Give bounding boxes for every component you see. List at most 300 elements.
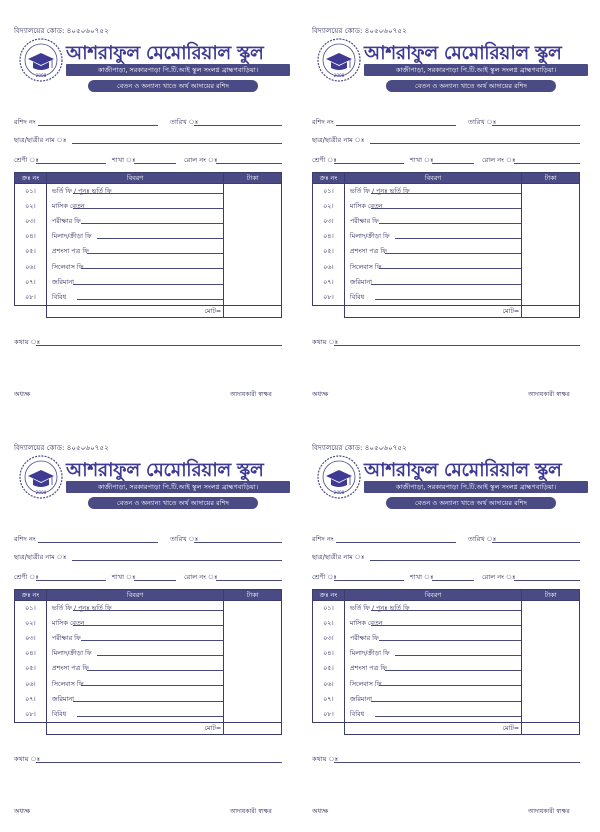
desc-header: বিবরণ (46, 590, 223, 601)
row-amount-field[interactable] (224, 676, 282, 691)
table-row (313, 601, 580, 616)
in-words-row (14, 338, 282, 348)
section-label: শাখা ঃ (410, 573, 434, 581)
table-row (313, 676, 580, 691)
school-name: আশরাফুল মেমোরিয়াল স্কুল (364, 43, 562, 64)
section-field[interactable] (432, 580, 474, 581)
row-description-line (73, 610, 223, 611)
row-serial: ০৫। (313, 244, 345, 259)
row-description-line (73, 208, 223, 209)
desc-header: বিবরণ (46, 173, 223, 184)
class-field[interactable] (36, 163, 106, 164)
row-amount-field[interactable] (522, 676, 580, 691)
fee-table (312, 172, 580, 318)
row-description-line (97, 238, 223, 239)
row-description (344, 184, 521, 199)
logo-year: 2008 (333, 490, 345, 495)
row-description-text: ভর্তি ফি / পুনঃ ভর্তি ফি (349, 186, 410, 195)
section-field[interactable] (432, 163, 474, 164)
row-description-line (73, 701, 223, 702)
receipt-no-field[interactable] (336, 125, 456, 126)
row-description-text: প্রশংসা পত্র ফি (51, 247, 89, 256)
receipt-2 (308, 26, 592, 430)
table-row (15, 290, 282, 305)
row-serial: ০৩। (15, 214, 47, 229)
row-description-text: বিবিধ (349, 292, 365, 301)
total-row (313, 722, 580, 734)
row-amount-field[interactable] (522, 214, 580, 229)
in-words-label: কথায় ঃ (14, 338, 41, 346)
table-row (15, 259, 282, 274)
row-description (46, 244, 223, 259)
receipt-no-row (14, 535, 282, 545)
row-description-text: প্রশংসা পত্র ফি (349, 664, 387, 673)
table-row (15, 184, 282, 199)
logo-year: 2008 (35, 490, 47, 495)
school-name: আশরাফুল মেমোরিয়াল স্কুল (364, 460, 562, 481)
collector-signature-label: আদায়কারী স্বাক্ষর (230, 391, 272, 398)
principal-signature-label: অধ্যক্ষ (14, 390, 31, 398)
row-description-line (81, 268, 223, 269)
date-label: তারিখ ঃ (170, 118, 199, 126)
table-row (313, 646, 580, 661)
logo-year: 2008 (35, 73, 47, 78)
row-serial: ০৮। (15, 707, 47, 722)
table-row (15, 229, 282, 244)
table-row (313, 214, 580, 229)
row-description-line (81, 685, 223, 686)
amount-header: টাকা (522, 173, 580, 184)
student-name-field[interactable] (72, 143, 282, 144)
row-description-text: পরীক্ষার ফি (51, 216, 81, 225)
school-name: আশরাফুল মেমোরিয়াল স্কুল (66, 460, 264, 481)
receipt-no-row (312, 535, 580, 545)
fee-table (14, 172, 282, 318)
class-row (312, 573, 580, 583)
row-description (46, 631, 223, 646)
total-spacer (15, 722, 47, 734)
in-words-field[interactable] (334, 345, 580, 346)
row-description-line (371, 625, 521, 626)
student-name-row (14, 136, 282, 146)
row-serial: ০৫। (15, 244, 47, 259)
row-amount-field[interactable] (224, 214, 282, 229)
row-description-text: পরীক্ষার ফি (51, 633, 81, 642)
total-spacer (313, 722, 345, 734)
school-address: কাজীপাড়া, সরকারপাড়া পি.টি.আই স্কুল সংলগ্ন ব্রাহ্মণবাড়িয়া। (364, 481, 588, 493)
student-name-label: ছাত্র/ছাত্রীর নাম ঃ (312, 136, 365, 144)
total-label: মোট= (46, 305, 223, 317)
class-row (312, 156, 580, 166)
total-label: মোট= (344, 722, 521, 734)
row-description-text: মাসিক বেতন (51, 201, 85, 210)
receipt-no-row (14, 118, 282, 128)
row-description (46, 616, 223, 631)
total-amount-field[interactable] (522, 722, 580, 734)
row-description-line (395, 655, 521, 656)
row-serial: ০৬। (15, 676, 47, 691)
school-code: বিদ্যালয়ের কোড: ৪০৫০৬০৭৫২ (14, 26, 109, 35)
row-serial: ০৬। (313, 676, 345, 691)
roll-field[interactable] (216, 580, 282, 581)
row-amount-field[interactable] (224, 244, 282, 259)
student-name-row (312, 553, 580, 563)
fee-table-header (15, 590, 282, 601)
table-row (313, 229, 580, 244)
row-serial: ০৭। (15, 275, 47, 290)
row-description-text: ভর্তি ফি / পুনঃ ভর্তি ফি (349, 603, 410, 612)
row-amount-field[interactable] (522, 661, 580, 676)
table-row (313, 244, 580, 259)
row-description (344, 692, 521, 707)
row-description-text: মাসিক বেতন (349, 618, 383, 627)
row-amount-field[interactable] (224, 229, 282, 244)
row-amount-field[interactable] (522, 199, 580, 214)
table-row (15, 199, 282, 214)
section-field[interactable] (134, 163, 176, 164)
student-name-field[interactable] (370, 143, 580, 144)
sl-header: ক্রঃ নং (15, 173, 47, 184)
student-name-field[interactable] (370, 560, 580, 561)
row-description-text: ভর্তি ফি / পুনঃ ভর্তি ফি (51, 603, 112, 612)
row-amount-field[interactable] (522, 229, 580, 244)
class-label: শ্রেণী ঃ (14, 156, 39, 164)
roll-field[interactable] (514, 163, 580, 164)
section-label: শাখা ঃ (112, 156, 136, 164)
receipt-no-field[interactable] (38, 125, 158, 126)
school-address: কাজীপাড়া, সরকারপাড়া পি.টি.আই স্কুল সংলগ্ন ব্রাহ্মণবাড়িয়া। (66, 481, 290, 493)
row-description-text: জরিমানা (349, 277, 373, 286)
table-row (15, 707, 282, 722)
total-spacer (15, 305, 47, 317)
row-amount-field[interactable] (522, 244, 580, 259)
roll-field[interactable] (216, 163, 282, 164)
row-serial: ০৮। (15, 290, 47, 305)
collector-signature-label: আদায়কারী স্বাক্ষর (230, 808, 272, 815)
row-serial: ০৭। (15, 692, 47, 707)
total-row (313, 305, 580, 317)
row-amount-field[interactable] (522, 707, 580, 722)
row-amount-field[interactable] (522, 290, 580, 305)
row-serial: ০৪। (313, 646, 345, 661)
row-amount-field[interactable] (224, 661, 282, 676)
class-row (14, 156, 282, 166)
row-serial: ০৬। (313, 259, 345, 274)
table-row (313, 290, 580, 305)
row-description-text: ভর্তি ফি / পুনঃ ভর্তি ফি (51, 186, 112, 195)
row-description (344, 646, 521, 661)
row-description (46, 290, 223, 305)
total-amount-field[interactable] (522, 305, 580, 317)
row-serial: ০১। (15, 601, 47, 616)
total-spacer (313, 305, 345, 317)
row-amount-field[interactable] (522, 184, 580, 199)
row-amount-field[interactable] (224, 707, 282, 722)
roll-label: রোল নং ঃ (482, 156, 516, 164)
row-amount-field[interactable] (522, 259, 580, 274)
total-label: মোট= (46, 722, 223, 734)
row-description (344, 229, 521, 244)
row-description (46, 661, 223, 676)
table-row (15, 275, 282, 290)
row-description-text: বিবিধ (51, 292, 67, 301)
sl-header: ক্রঃ নং (15, 590, 47, 601)
row-serial: ০৮। (313, 290, 345, 305)
row-description (344, 199, 521, 214)
row-description (46, 646, 223, 661)
row-description (46, 676, 223, 691)
row-description-text: মিলাদ/ক্রীড়া ফি (51, 649, 92, 658)
in-words-row (312, 755, 580, 765)
row-amount-field[interactable] (224, 199, 282, 214)
student-name-label: ছাত্র/ছাত্রীর নাম ঃ (14, 553, 67, 561)
row-description (344, 631, 521, 646)
fee-table (14, 589, 282, 735)
row-amount-field[interactable] (522, 646, 580, 661)
student-name-label: ছাত্র/ছাত্রীর নাম ঃ (312, 553, 365, 561)
row-amount-field[interactable] (224, 184, 282, 199)
row-description-line (379, 223, 521, 224)
row-description-text: মাসিক বেতন (349, 201, 383, 210)
row-amount-field[interactable] (224, 616, 282, 631)
row-serial: ০৬। (15, 259, 47, 274)
section-field[interactable] (134, 580, 176, 581)
row-serial: ০৭। (313, 275, 345, 290)
table-row (15, 601, 282, 616)
student-name-row (14, 553, 282, 563)
table-row (15, 676, 282, 691)
fee-table (312, 589, 580, 735)
class-label: শ্রেণী ঃ (312, 156, 337, 164)
date-field[interactable] (492, 542, 580, 543)
table-row (313, 275, 580, 290)
table-row (313, 199, 580, 214)
row-serial: ০৩। (313, 214, 345, 229)
class-field[interactable] (334, 580, 404, 581)
school-code: বিদ্যালয়ের কোড: ৪০৫০৬০৭৫২ (312, 26, 407, 35)
row-serial: ০১। (313, 601, 345, 616)
row-description-text: সিলেবাস ফি (51, 262, 84, 271)
total-row (15, 722, 282, 734)
row-amount-field[interactable] (522, 601, 580, 616)
amount-header: টাকা (522, 590, 580, 601)
row-amount-field[interactable] (224, 601, 282, 616)
collector-signature-label: আদায়কারী স্বাক্ষর (528, 391, 570, 398)
table-row (313, 184, 580, 199)
table-row (15, 616, 282, 631)
receipt-no-field[interactable] (336, 542, 456, 543)
row-description-line (73, 284, 223, 285)
class-field[interactable] (36, 580, 106, 581)
row-description-line (371, 193, 521, 194)
total-row (15, 305, 282, 317)
row-amount-field[interactable] (224, 631, 282, 646)
school-address: কাজীপাড়া, সরকারপাড়া পি.টি.আই স্কুল সংলগ্ন ব্রাহ্মণবাড়িয়া। (66, 64, 290, 76)
row-amount-field[interactable] (522, 631, 580, 646)
class-label: শ্রেণী ঃ (14, 573, 39, 581)
row-amount-field[interactable] (224, 646, 282, 661)
row-description-line (73, 193, 223, 194)
row-description-line (371, 701, 521, 702)
row-description-line (379, 640, 521, 641)
logo-year: 2008 (333, 73, 345, 78)
row-description-line (379, 268, 521, 269)
row-description-line (81, 640, 223, 641)
in-words-row (312, 338, 580, 348)
amount-header: টাকা (224, 173, 282, 184)
row-amount-field[interactable] (224, 259, 282, 274)
row-serial: ০৫। (15, 661, 47, 676)
class-field[interactable] (334, 163, 404, 164)
in-words-field[interactable] (334, 762, 580, 763)
row-amount-field[interactable] (224, 275, 282, 290)
row-description-text: সিলেবাস ফি (349, 679, 382, 688)
row-description-text: মিলাদ/ক্রীড়া ফি (349, 232, 390, 241)
row-description-line (379, 685, 521, 686)
row-description (46, 275, 223, 290)
in-words-label: কথায় ঃ (312, 755, 339, 763)
desc-header: বিবরণ (344, 173, 521, 184)
row-description (344, 601, 521, 616)
student-name-field[interactable] (72, 560, 282, 561)
total-amount-field[interactable] (224, 722, 282, 734)
date-field[interactable] (492, 125, 580, 126)
row-amount-field[interactable] (522, 275, 580, 290)
row-description-line (97, 655, 223, 656)
row-amount-field[interactable] (522, 692, 580, 707)
row-description-line (395, 238, 521, 239)
row-serial: ০৩। (313, 631, 345, 646)
row-description-text: সিলেবাস ফি (349, 262, 382, 271)
row-description-line (73, 625, 223, 626)
receipt-no-label: রশিদ নং (14, 118, 36, 126)
table-row (313, 259, 580, 274)
collector-signature-label: আদায়কারী স্বাক্ষর (528, 808, 570, 815)
date-field[interactable] (194, 125, 282, 126)
row-amount-field[interactable] (224, 692, 282, 707)
in-words-row (14, 755, 282, 765)
school-code: বিদ্যালয়ের কোড: ৪০৫০৬০৭৫২ (14, 443, 109, 452)
row-description-text: বিবিধ (349, 709, 365, 718)
school-logo-icon (316, 37, 362, 83)
receipt-no-label: রশিদ নং (14, 535, 36, 543)
row-description-line (385, 253, 521, 254)
table-row (15, 631, 282, 646)
row-amount-field[interactable] (224, 290, 282, 305)
row-serial: ০৩। (15, 631, 47, 646)
receipt-title: বেতন ও অন্যান্য খাতে অর্থ আদায়ের রশিদ (88, 497, 258, 509)
section-label: শাখা ঃ (112, 573, 136, 581)
section-label: শাখা ঃ (410, 156, 434, 164)
roll-field[interactable] (514, 580, 580, 581)
receipt-title: বেতন ও অন্যান্য খাতে অর্থ আদায়ের রশিদ (386, 80, 556, 92)
row-description-line (371, 610, 521, 611)
row-description-line (87, 253, 223, 254)
receipt-title: বেতন ও অন্যান্য খাতে অর্থ আদায়ের রশিদ (386, 497, 556, 509)
date-label: তারিখ ঃ (468, 118, 497, 126)
row-description-line (371, 208, 521, 209)
row-description-text: বিবিধ (51, 709, 67, 718)
row-serial: ০১। (15, 184, 47, 199)
school-name: আশরাফুল মেমোরিয়াল স্কুল (66, 43, 264, 64)
table-row (313, 692, 580, 707)
total-amount-field[interactable] (224, 305, 282, 317)
date-field[interactable] (194, 542, 282, 543)
row-description (344, 214, 521, 229)
principal-signature-label: অধ্যক্ষ (312, 807, 329, 815)
student-name-label: ছাত্র/ছাত্রীর নাম ঃ (14, 136, 67, 144)
row-description (344, 661, 521, 676)
row-description (46, 199, 223, 214)
row-description (46, 229, 223, 244)
student-name-row (312, 136, 580, 146)
row-description (46, 707, 223, 722)
in-words-field[interactable] (36, 345, 282, 346)
in-words-field[interactable] (36, 762, 282, 763)
in-words-label: কথায় ঃ (14, 755, 41, 763)
row-description-text: জরিমানা (51, 277, 75, 286)
receipt-1 (10, 26, 294, 430)
class-row (14, 573, 282, 583)
row-serial: ০৪। (15, 229, 47, 244)
row-amount-field[interactable] (522, 616, 580, 631)
row-description-text: পরীক্ষার ফি (349, 633, 379, 642)
amount-header: টাকা (224, 590, 282, 601)
row-description (46, 184, 223, 199)
date-label: তারিখ ঃ (468, 535, 497, 543)
sl-header: ক্রঃ নং (313, 173, 345, 184)
table-row (313, 661, 580, 676)
school-code: বিদ্যালয়ের কোড: ৪০৫০৬০৭৫২ (312, 443, 407, 452)
row-description (344, 676, 521, 691)
receipt-no-label: রশিদ নং (312, 535, 334, 543)
date-label: তারিখ ঃ (170, 535, 199, 543)
class-label: শ্রেণী ঃ (312, 573, 337, 581)
roll-label: রোল নং ঃ (184, 573, 218, 581)
row-description-text: জরিমানা (349, 694, 373, 703)
receipt-no-field[interactable] (38, 542, 158, 543)
row-description (46, 601, 223, 616)
row-description (344, 275, 521, 290)
row-serial: ০২। (15, 199, 47, 214)
principal-signature-label: অধ্যক্ষ (14, 807, 31, 815)
row-serial: ০৭। (313, 692, 345, 707)
row-serial: ০২। (15, 616, 47, 631)
row-description (46, 214, 223, 229)
row-serial: ০৪। (313, 229, 345, 244)
school-logo-icon (18, 37, 64, 83)
fee-table-header (15, 173, 282, 184)
receipt-no-label: রশিদ নং (312, 118, 334, 126)
table-row (313, 616, 580, 631)
total-label: মোট= (344, 305, 521, 317)
row-description-text: মাসিক বেতন (51, 618, 85, 627)
row-description-line (375, 716, 521, 717)
row-description-line (77, 299, 223, 300)
row-description-text: জরিমানা (51, 694, 75, 703)
sl-header: ক্রঃ নং (313, 590, 345, 601)
receipt-title: বেতন ও অন্যান্য খাতে অর্থ আদায়ের রশিদ (88, 80, 258, 92)
row-description (344, 616, 521, 631)
row-description-line (87, 670, 223, 671)
row-description-text: সিলেবাস ফি (51, 679, 84, 688)
school-logo-icon (18, 454, 64, 500)
row-description-line (81, 223, 223, 224)
table-row (313, 707, 580, 722)
row-description-line (375, 299, 521, 300)
row-description (344, 259, 521, 274)
roll-label: রোল নং ঃ (184, 156, 218, 164)
